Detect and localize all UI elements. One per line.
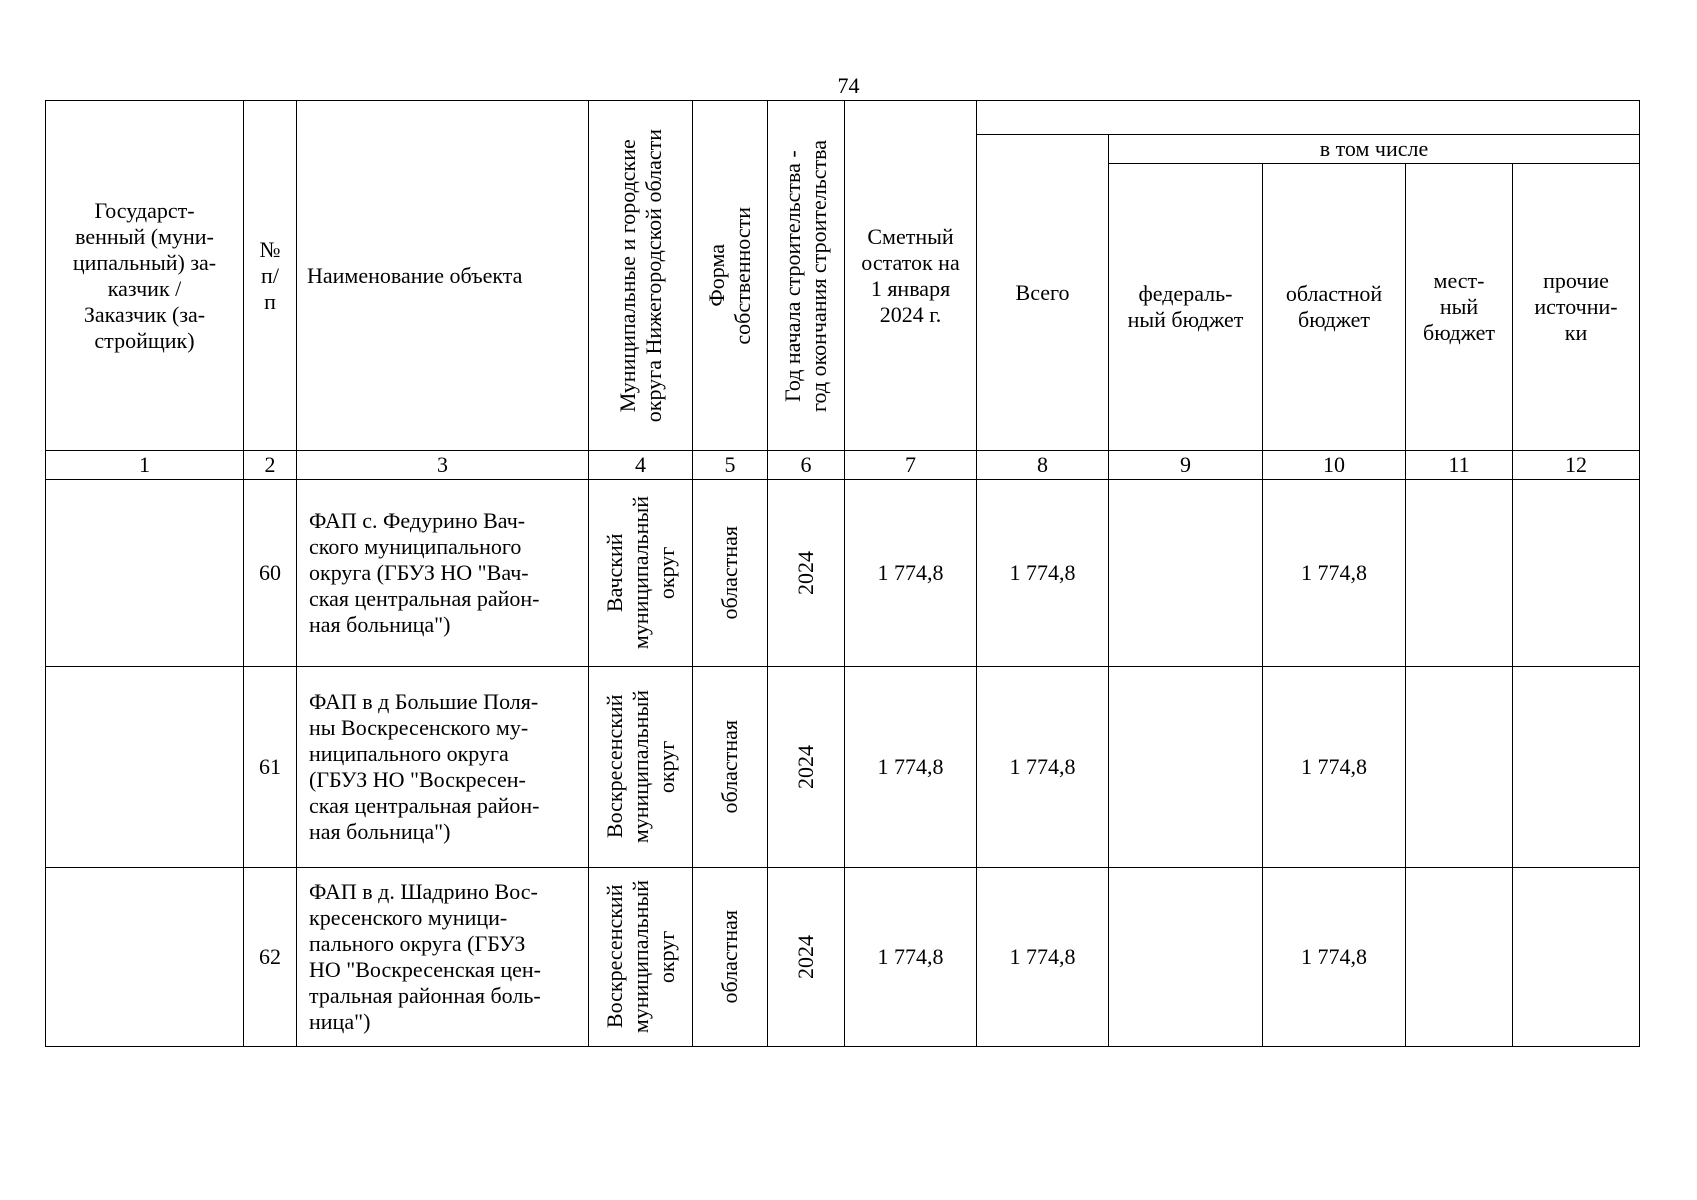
column-number: 8 [977, 451, 1109, 480]
municipality-text: Воскресенский муниципальный округ [601, 880, 679, 1034]
column-number: 6 [768, 451, 845, 480]
ownership-cell [693, 480, 768, 667]
object-name-text: ФАП в д. Шадрино Вос- кресенского муници- пального округа (ГБУЗ НО "Воскресенская цен- тральная районная боль- ница") [309, 879, 541, 1034]
ownership-header [693, 101, 768, 451]
customer-cell [46, 868, 244, 1047]
federal-cell [1109, 868, 1263, 1047]
column-number: 4 [589, 451, 693, 480]
header-row-top [46, 101, 1640, 135]
regional-header-text: областной бюджет [1285, 281, 1383, 332]
ownership-header-text: Форма собственности [704, 206, 755, 345]
estimate-header-text: Сметный остаток на 1 января 2024 г. [861, 223, 960, 327]
estimate-cell: 1 774,8 [845, 667, 977, 868]
customer-header [46, 101, 244, 451]
object-name-cell [297, 667, 589, 868]
ownership-text: областная [717, 910, 742, 1004]
customer-header-text: Государст- венный (муни- ципальный) за- казчик / Заказчик (за- стройщик) [72, 197, 217, 353]
municipality-header-text: Муниципальные и городские округа Нижегородской области [614, 128, 666, 423]
local-cell [1406, 868, 1513, 1047]
table-row [46, 667, 1640, 868]
object-name-text: ФАП с. Федурино Вач- ского муниципального округа (ГБУЗ НО "Вач- ская центральная район- ная больница") [309, 508, 540, 637]
including-header [1109, 135, 1640, 164]
federal-header-text: федераль- ный бюджет [1127, 281, 1244, 332]
years-cell [768, 667, 845, 868]
total-cell: 1 774,8 [977, 667, 1109, 868]
column-number: 2 [244, 451, 297, 480]
regional-cell: 1 774,8 [1263, 667, 1406, 868]
ownership-cell [693, 868, 768, 1047]
column-number: 7 [845, 451, 977, 480]
column-number: 10 [1263, 451, 1406, 480]
table-row [46, 868, 1640, 1047]
object-name-header [297, 101, 589, 451]
column-number: 3 [297, 451, 589, 480]
object-name-text: ФАП в д Большие Поля- ны Воскресенского му- ниципального округа (ГБУЗ НО "Воскресен- ская центральная район- ная больница") [309, 689, 540, 844]
object-name-cell [297, 480, 589, 667]
years-text: 2024 [793, 935, 818, 979]
local-cell [1406, 480, 1513, 667]
estimate-cell: 1 774,8 [845, 868, 977, 1047]
row-number: 60 [244, 480, 297, 667]
municipality-cell [589, 480, 693, 667]
column-number: 5 [693, 451, 768, 480]
total-cell: 1 774,8 [977, 480, 1109, 667]
ownership-text: областная [717, 720, 742, 814]
ownership-cell [693, 667, 768, 868]
local-cell [1406, 667, 1513, 868]
column-number: 12 [1513, 451, 1640, 480]
other-cell [1513, 868, 1640, 1047]
column-number-row [46, 451, 1640, 480]
estimate-header [845, 101, 977, 451]
years-text: 2024 [793, 745, 818, 789]
federal-cell [1109, 480, 1263, 667]
regional-header [1263, 164, 1406, 451]
object-name-cell [297, 868, 589, 1047]
other-header [1513, 164, 1640, 451]
number-header [244, 101, 297, 451]
total-header-text: Всего [1015, 279, 1070, 305]
municipality-cell [589, 667, 693, 868]
municipality-text: Вачский муниципальный округ [601, 496, 679, 650]
including-header-text: в том числе [1319, 136, 1429, 161]
customer-cell [46, 480, 244, 667]
years-cell [768, 480, 845, 667]
object-name-header-text: Наименование объекта [307, 262, 523, 288]
customer-cell [46, 667, 244, 868]
row-number: 62 [244, 868, 297, 1047]
municipality-cell [589, 868, 693, 1047]
years-cell [768, 868, 845, 1047]
years-header-text: Год начала строительства - год окончания строительства [780, 139, 831, 412]
other-cell [1513, 667, 1640, 868]
estimate-cell: 1 774,8 [845, 480, 977, 667]
other-cell [1513, 480, 1640, 667]
local-header [1406, 164, 1513, 451]
row-number: 61 [244, 667, 297, 868]
table-row [46, 480, 1640, 667]
column-number: 11 [1406, 451, 1513, 480]
column-number: 1 [46, 451, 244, 480]
municipality-header [589, 101, 693, 451]
federal-header [1109, 164, 1263, 451]
federal-cell [1109, 667, 1263, 868]
total-cell: 1 774,8 [977, 868, 1109, 1047]
page-number: 74 [837, 73, 860, 98]
total-header [977, 135, 1109, 451]
number-header-text: № п/ п [259, 236, 281, 314]
years-text: 2024 [793, 551, 818, 595]
ownership-text: областная [717, 526, 742, 620]
header-top-empty [977, 101, 1640, 135]
regional-cell: 1 774,8 [1263, 480, 1406, 667]
local-header-text: мест- ный бюджет [1423, 268, 1495, 345]
column-number: 9 [1109, 451, 1263, 480]
other-header-text: прочие источни- ки [1534, 268, 1618, 345]
regional-cell: 1 774,8 [1263, 868, 1406, 1047]
years-header [768, 101, 845, 451]
investment-table [45, 100, 1640, 1047]
municipality-text: Воскресенский муниципальный округ [601, 690, 679, 844]
